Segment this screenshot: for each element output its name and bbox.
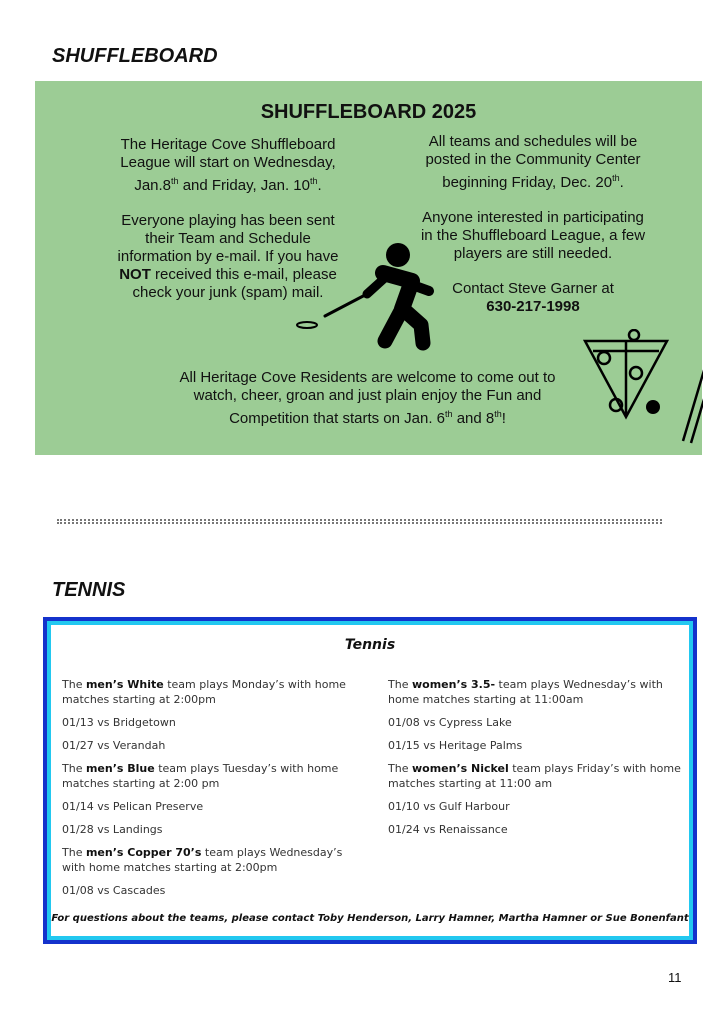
text-line: League will start on Wednesday, — [120, 154, 336, 171]
text-line: Competition that starts on Jan. 6 — [229, 410, 446, 427]
tennis-box-title: Tennis — [344, 637, 396, 653]
team-description — [62, 845, 362, 875]
contact-paragraph — [397, 280, 669, 316]
match-entry: 01/08 vs Cypress Lake — [388, 716, 512, 729]
match-entry: 01/14 vs Pelican Preserve — [62, 800, 204, 813]
text-line: check your junk (spam) mail. — [132, 284, 324, 301]
text-line: . — [619, 174, 624, 191]
team-description — [62, 761, 362, 791]
match-entry: 01/15 vs Heritage Palms — [388, 739, 523, 752]
text-fragment: The — [388, 762, 412, 775]
text-line: Everyone playing has been sent — [121, 212, 335, 229]
text-line: and Friday, Jan. 10 — [178, 177, 310, 194]
superscript: th — [494, 409, 502, 419]
contact-phone: 630-217-1998 — [486, 298, 580, 315]
text-fragment: team plays Friday’s with home matches starting at 11:00 am — [388, 762, 681, 790]
text-fragment: The — [62, 762, 86, 775]
team-name: women’s Nickel — [411, 762, 509, 775]
match-entry: 01/08 vs Cascades — [62, 884, 166, 897]
emphasis-not: NOT — [119, 266, 151, 283]
team-name: men’s Copper 70’s — [85, 846, 202, 859]
text-fragment: The — [388, 678, 412, 691]
match-entry: 01/24 vs Renaissance — [388, 823, 508, 836]
tennis-heading: TENNIS — [52, 579, 126, 601]
team-name: women’s 3.5- — [411, 678, 496, 691]
page-number: 11 — [668, 970, 682, 985]
tennis-contact-footer: For questions about the teams, please contact Toby Henderson, Larry Hamner, Martha Hamner or Sue Bonenfant — [51, 913, 689, 924]
superscript: th — [310, 176, 318, 186]
text-line: watch, cheer, groan and just plain enjoy the Fun and — [193, 387, 542, 404]
text-line: All Heritage Cove Residents are welcome to come out to — [179, 369, 556, 386]
tennis-right-column — [388, 677, 688, 845]
text-line: players are still needed. — [453, 245, 613, 262]
tennis-left-column — [62, 677, 362, 906]
text-fragment: team plays Wednesday’s with home matches starting at 11:00am — [388, 678, 663, 706]
match-entry: 01/10 vs Gulf Harbour — [388, 800, 510, 813]
team-name: men’s Blue — [85, 762, 155, 775]
text-line: their Team and Schedule — [145, 230, 311, 247]
players-needed-paragraph — [397, 209, 669, 263]
section-divider — [57, 519, 662, 524]
text-fragment: team plays Wednesday’s with home matches starting at 2:00pm — [62, 846, 343, 874]
text-fragment: The — [62, 846, 86, 859]
superscript: th — [445, 409, 453, 419]
start-date-paragraph — [73, 136, 383, 195]
text-line: posted in the Community Center — [425, 151, 641, 168]
team-description — [388, 677, 688, 707]
team-description — [388, 761, 688, 791]
text-line: information by e-mail. If you have — [117, 248, 339, 265]
text-line: The Heritage Cove Shuffleboard — [120, 136, 336, 153]
shuffleboard-heading: SHUFFLEBOARD — [52, 45, 218, 67]
text-line: in the Shuffleboard League, a few — [420, 227, 646, 244]
text-fragment: team plays Tuesday’s with home matches starting at 2:00 pm — [62, 762, 339, 790]
contact-label: Contact Steve Garner at — [452, 280, 614, 297]
text-line: beginning Friday, Dec. 20 — [442, 174, 613, 191]
superscript: th — [612, 173, 620, 183]
text-fragment: The — [62, 678, 86, 691]
superscript: th — [171, 176, 179, 186]
text-line: ! — [501, 410, 506, 427]
shuffleboard-player-icon — [257, 239, 437, 354]
text-line: . — [317, 177, 322, 194]
text-fragment: team plays Monday’s with home matches starting at 2:00pm — [62, 678, 346, 706]
text-line: Anyone interested in participating — [422, 209, 644, 226]
shuffleboard-court-icon — [583, 329, 703, 449]
team-description — [62, 677, 362, 707]
invitation-paragraph — [145, 369, 590, 428]
match-entry: 01/27 vs Verandah — [62, 739, 166, 752]
shuffleboard-right-column — [397, 133, 669, 316]
match-entry: 01/28 vs Landings — [62, 823, 163, 836]
text-line: All teams and schedules will be — [428, 133, 638, 150]
team-name: men’s White — [85, 678, 164, 691]
shuffleboard-box-title: SHUFFLEBOARD 2025 — [260, 101, 477, 123]
tennis-box — [43, 617, 697, 944]
text-line: received this e-mail, please — [150, 266, 337, 283]
text-line: Jan.8 — [134, 177, 172, 194]
shuffleboard-box — [35, 81, 702, 455]
text-line: and 8 — [452, 410, 495, 427]
schedule-posting-paragraph — [397, 133, 669, 192]
match-entry: 01/13 vs Bridgetown — [62, 716, 176, 729]
